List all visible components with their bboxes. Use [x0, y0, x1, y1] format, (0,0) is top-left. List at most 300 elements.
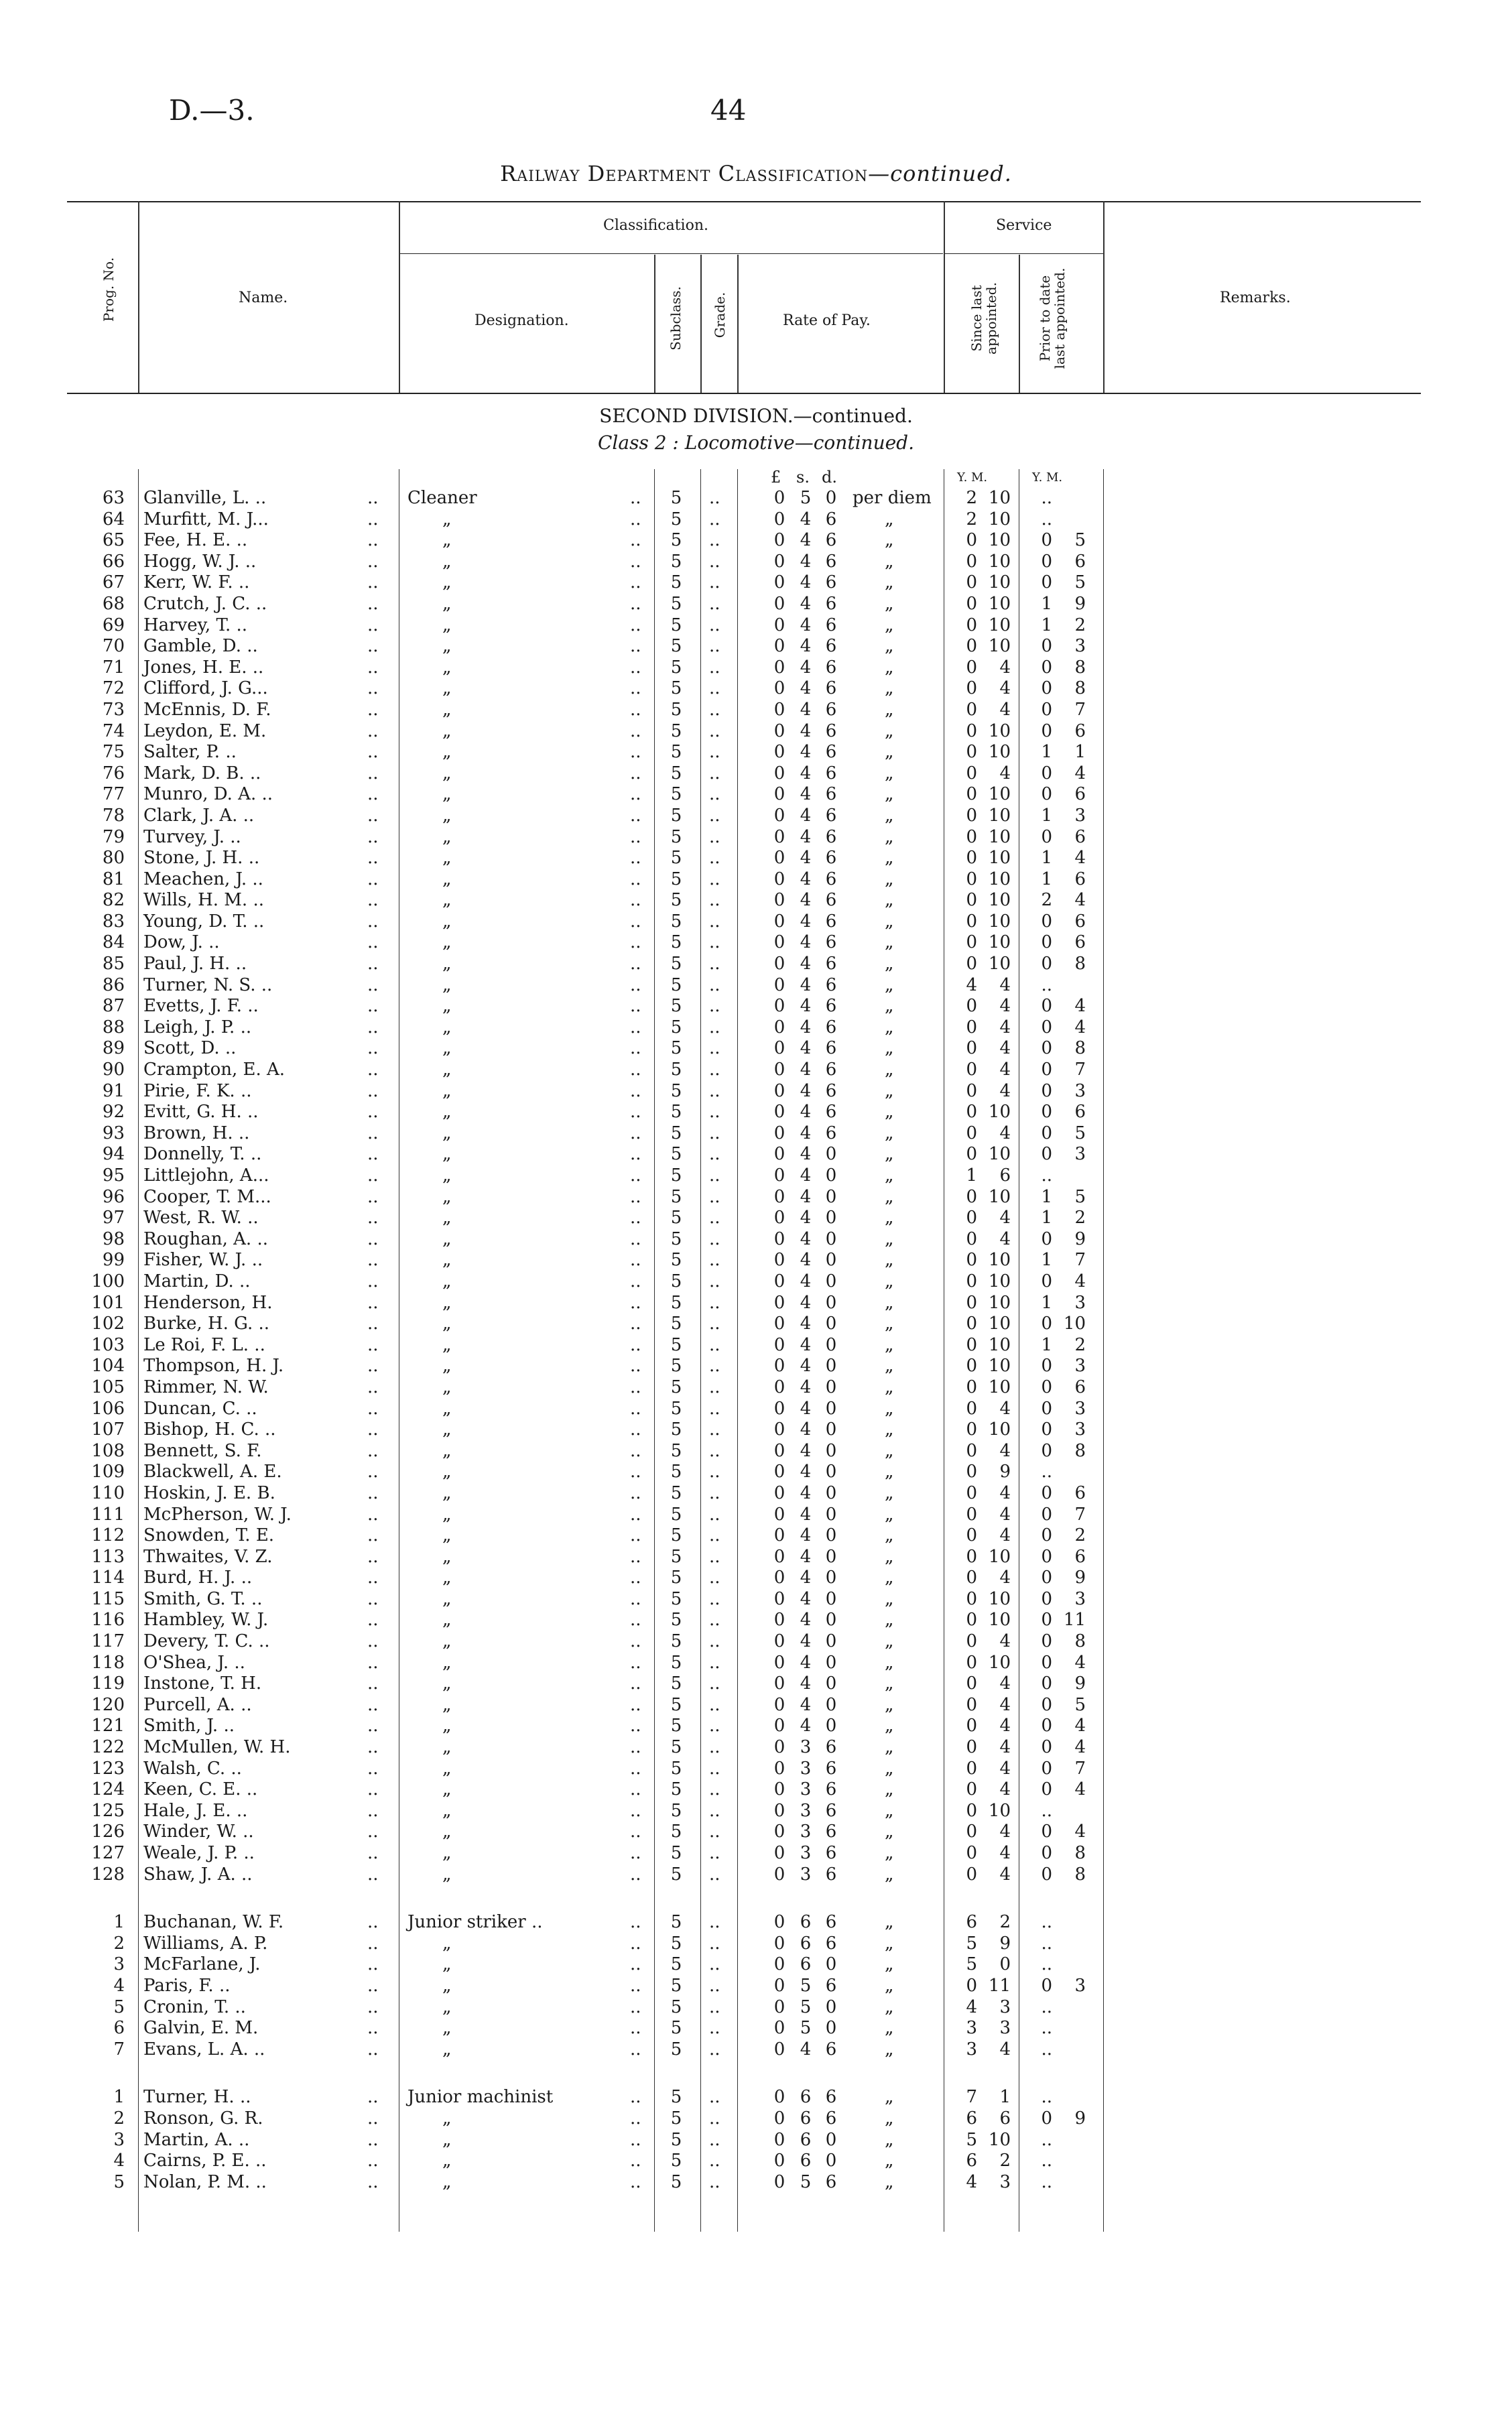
pay-shillings: 4 — [800, 509, 812, 529]
prior-years: 0 — [1041, 2108, 1052, 2129]
subclass: 5 — [670, 1568, 682, 1588]
pay-per: „ — [885, 636, 894, 657]
designation-dots: .. — [630, 1038, 641, 1059]
table-row — [0, 1653, 1512, 1674]
prog-no: 94 — [102, 1144, 125, 1165]
pay-shillings: 4 — [800, 678, 812, 699]
designation-dots: .. — [630, 1933, 641, 1954]
subclass: 5 — [670, 636, 682, 657]
designation-ditto: „ — [442, 1504, 452, 1525]
designation-dots: .. — [630, 572, 641, 593]
designation-dots: .. — [630, 2039, 641, 2059]
grade-dots: .. — [709, 551, 720, 572]
prior-years: 0 — [1041, 1482, 1052, 1503]
prog-no: 91 — [102, 1080, 125, 1101]
subclass: 5 — [670, 2087, 682, 2108]
prior-months: 4 — [1074, 848, 1086, 869]
prior-years: 1 — [1041, 869, 1052, 889]
prior-months: 4 — [1074, 1822, 1086, 1842]
since-years: 0 — [966, 932, 977, 953]
grade-dots: .. — [709, 720, 720, 741]
leader-dots: .. — [367, 1038, 379, 1059]
prior-months: 2 — [1074, 1525, 1086, 1546]
employee-name: Instone, T. H. — [143, 1673, 262, 1694]
since-years: 0 — [966, 1314, 977, 1334]
leader-dots: .. — [367, 1800, 379, 1821]
prior-months: 4 — [1074, 1779, 1086, 1800]
employee-name: Nolan, P. M. .. — [143, 2171, 267, 2192]
pay-per: „ — [885, 1440, 894, 1461]
prior-years: .. — [1041, 2087, 1052, 2108]
designation-ditto: „ — [442, 678, 452, 699]
pay-pounds: 0 — [773, 1419, 785, 1440]
pay-pence: 6 — [825, 996, 837, 1017]
leader-dots: .. — [367, 826, 379, 847]
leader-dots: .. — [367, 1398, 379, 1419]
designation-dots: .. — [630, 1694, 641, 1715]
leader-dots: .. — [367, 1568, 379, 1588]
pay-pence: 6 — [825, 530, 837, 551]
designation-ditto: „ — [442, 763, 452, 783]
prog-no: 3 — [113, 1954, 125, 1975]
employee-name: Donnelly, T. .. — [143, 1144, 262, 1165]
since-years: 0 — [966, 1652, 977, 1673]
pay-pounds: 0 — [773, 996, 785, 1017]
designation-ditto: „ — [442, 509, 452, 529]
pay-shillings: 4 — [800, 1419, 812, 1440]
grade-dots: .. — [709, 1652, 720, 1673]
pay-pence: 6 — [825, 890, 837, 911]
pay-shillings: 6 — [800, 1912, 812, 1933]
prog-no: 2 — [113, 2108, 125, 2129]
designation-ditto: „ — [442, 805, 452, 826]
pay-shillings: 4 — [800, 1334, 812, 1355]
grade-dots: .. — [709, 2087, 720, 2108]
employee-name: Le Roi, F. L. .. — [143, 1334, 265, 1355]
leader-dots: .. — [367, 1610, 379, 1631]
since-years: 0 — [966, 826, 977, 847]
employee-name: Walsh, C. .. — [143, 1758, 242, 1779]
subclass: 5 — [670, 1912, 682, 1933]
employee-name: Snowden, T. E. — [143, 1525, 275, 1546]
title-italic: —continued. — [868, 161, 1012, 186]
table-row — [0, 742, 1512, 763]
grade-dots: .. — [709, 2129, 720, 2150]
pay-shillings: 4 — [800, 593, 812, 614]
pay-per: „ — [885, 911, 894, 932]
since-months: 10 — [988, 530, 1011, 551]
prog-no: 107 — [91, 1419, 125, 1440]
leader-dots: .. — [367, 1975, 379, 1996]
employee-name: Leigh, J. P. .. — [143, 1017, 252, 1037]
leader-dots: .. — [367, 2018, 379, 2039]
pay-shillings: 3 — [800, 1843, 812, 1863]
prior-years: 0 — [1041, 720, 1052, 741]
designation-dots: .. — [630, 869, 641, 889]
employee-name: Smith, J. .. — [143, 1716, 235, 1736]
designation-ditto: „ — [442, 1843, 452, 1863]
leader-dots: .. — [367, 1779, 379, 1800]
grade-dots: .. — [709, 636, 720, 657]
subclass: 5 — [670, 1334, 682, 1355]
grade-dots: .. — [709, 1912, 720, 1933]
employee-name: Jones, H. E. .. — [143, 657, 264, 678]
prog-no: 2 — [113, 1933, 125, 1954]
pay-pounds: 0 — [773, 763, 785, 783]
leader-dots: .. — [367, 1186, 379, 1207]
pay-per: „ — [885, 593, 894, 614]
prog-no: 76 — [102, 763, 125, 783]
pay-shillings: 4 — [800, 1377, 812, 1397]
prior-months: 2 — [1074, 1334, 1086, 1355]
designation-dots: .. — [630, 1060, 641, 1080]
designation-dots: .. — [630, 1546, 641, 1567]
pay-pounds: 0 — [773, 678, 785, 699]
prog-no: 74 — [102, 720, 125, 741]
pay-pence: 6 — [825, 572, 837, 593]
pay-shillings: 5 — [800, 2018, 812, 2039]
since-months: 4 — [999, 974, 1011, 995]
table-row — [0, 2087, 1512, 2108]
pay-pence: 6 — [825, 1843, 837, 1863]
since-months: 10 — [988, 551, 1011, 572]
prior-months: 5 — [1074, 1186, 1086, 1207]
table-row — [0, 636, 1512, 657]
leader-dots: .. — [367, 1912, 379, 1933]
pay-pence: 6 — [825, 1779, 837, 1800]
subclass: 5 — [670, 1102, 682, 1123]
table-row — [0, 700, 1512, 721]
table-row — [0, 1441, 1512, 1462]
pay-per: „ — [885, 1694, 894, 1715]
since-years: 0 — [966, 763, 977, 783]
since-months: 10 — [988, 720, 1011, 741]
leader-dots: .. — [367, 1525, 379, 1546]
pay-shillings: 6 — [800, 2129, 812, 2150]
prior-years: 0 — [1041, 1080, 1052, 1101]
pay-shillings: 6 — [800, 1954, 812, 1975]
pay-pence: 0 — [825, 1568, 837, 1588]
grade-dots: .. — [709, 1208, 720, 1228]
prog-no: 83 — [102, 911, 125, 932]
pay-shillings: 4 — [800, 932, 812, 953]
pay-per: „ — [885, 805, 894, 826]
header-top-rule — [67, 201, 1421, 202]
leader-dots: .. — [367, 1228, 379, 1249]
designation-ditto: „ — [442, 720, 452, 741]
col-designation: Designation. — [475, 312, 569, 329]
prior-years: 1 — [1041, 1186, 1052, 1207]
grade-dots: .. — [709, 1975, 720, 1996]
since-years: 0 — [966, 996, 977, 1017]
pay-pence: 6 — [825, 678, 837, 699]
designation-dots: .. — [630, 1779, 641, 1800]
pay-pounds: 0 — [773, 1975, 785, 1996]
since-months: 10 — [988, 1314, 1011, 1334]
subclass: 5 — [670, 2129, 682, 2150]
grade-dots: .. — [709, 509, 720, 529]
pay-per: „ — [885, 2039, 894, 2059]
designation-dots: .. — [630, 1440, 641, 1461]
pay-pounds: 0 — [773, 1843, 785, 1863]
designation-ditto: „ — [442, 1186, 452, 1207]
employee-name: Turner, N. S. .. — [143, 974, 273, 995]
subclass: 5 — [670, 1716, 682, 1736]
since-years: 0 — [966, 1737, 977, 1758]
pay-pence: 6 — [825, 2171, 837, 2192]
pay-pounds: 0 — [773, 1694, 785, 1715]
pay-pence: 6 — [825, 1102, 837, 1123]
prior-years: 0 — [1041, 911, 1052, 932]
designation-dots: .. — [630, 2108, 641, 2129]
grade-dots: .. — [709, 1737, 720, 1758]
employee-name: Clifford, J. G... — [143, 678, 268, 699]
leader-dots: .. — [367, 572, 379, 593]
pay-pounds: 0 — [773, 826, 785, 847]
pay-pounds: 0 — [773, 2171, 785, 2192]
grade-dots: .. — [709, 890, 720, 911]
pay-per: „ — [885, 1123, 894, 1143]
leader-dots: .. — [367, 1356, 379, 1377]
grade-dots: .. — [709, 1462, 720, 1482]
prior-months: 3 — [1074, 636, 1086, 657]
since-years: 0 — [966, 1292, 977, 1313]
designation-dots: .. — [630, 932, 641, 953]
subclass: 5 — [670, 996, 682, 1017]
table-row — [0, 1568, 1512, 1589]
since-years: 1 — [966, 1165, 977, 1186]
pay-per: „ — [885, 1864, 894, 1885]
grade-dots: .. — [709, 1588, 720, 1609]
since-months: 9 — [999, 1462, 1011, 1482]
designation-ditto: „ — [442, 1334, 452, 1355]
col-prior-to-date: Prior to date last appointed. — [1037, 267, 1068, 369]
pay-shillings: 4 — [800, 1123, 812, 1143]
designation-ditto: „ — [442, 1419, 452, 1440]
grade-dots: .. — [709, 1356, 720, 1377]
pay-pence: 6 — [825, 551, 837, 572]
group-gap — [0, 2060, 1512, 2087]
prog-no: 4 — [113, 2151, 125, 2171]
col-classification: Classification. — [603, 217, 708, 234]
pay-per: „ — [885, 954, 894, 974]
since-years: 0 — [966, 1864, 977, 1885]
prog-no: 4 — [113, 1975, 125, 1996]
grade-dots: .. — [709, 1334, 720, 1355]
grade-dots: .. — [709, 932, 720, 953]
pay-pounds: 0 — [773, 1102, 785, 1123]
table-row — [0, 1081, 1512, 1102]
designation-dots: .. — [630, 2018, 641, 2039]
prior-years: 0 — [1041, 1716, 1052, 1736]
table-row — [0, 827, 1512, 848]
since-years: 0 — [966, 784, 977, 805]
subclass: 5 — [670, 720, 682, 741]
designation-ditto: „ — [442, 2171, 452, 2192]
designation-ditto: „ — [442, 657, 452, 678]
subclass: 5 — [670, 1588, 682, 1609]
table-row — [0, 657, 1512, 679]
vrule-7 — [1019, 255, 1020, 393]
since-months: 4 — [999, 1525, 1011, 1546]
table-row — [0, 615, 1512, 637]
designation-ditto: „ — [442, 1996, 452, 2017]
grade-dots: .. — [709, 2171, 720, 2192]
prior-years: 0 — [1041, 1060, 1052, 1080]
designation-dots: .. — [630, 1419, 641, 1440]
pay-per: „ — [885, 1525, 894, 1546]
prog-no: 120 — [91, 1694, 125, 1715]
since-years: 3 — [966, 2039, 977, 2059]
subclass: 5 — [670, 911, 682, 932]
designation-ditto: „ — [442, 1060, 452, 1080]
since-months: 4 — [999, 1398, 1011, 1419]
grade-dots: .. — [709, 1292, 720, 1313]
pay-per: „ — [885, 1610, 894, 1631]
pay-pounds: 0 — [773, 1208, 785, 1228]
leader-dots: .. — [367, 1292, 379, 1313]
since-years: 0 — [966, 1843, 977, 1863]
table-row — [0, 1208, 1512, 1229]
since-months: 4 — [999, 1482, 1011, 1503]
leader-dots: .. — [367, 720, 379, 741]
designation-ditto: „ — [442, 932, 452, 953]
designation-ditto: „ — [442, 1208, 452, 1228]
designation-dots: .. — [630, 848, 641, 869]
prior-years: 1 — [1041, 742, 1052, 763]
prog-no: 122 — [91, 1737, 125, 1758]
leader-dots: .. — [367, 932, 379, 953]
since-months: 4 — [999, 1737, 1011, 1758]
employee-name: O'Shea, J. .. — [143, 1652, 245, 1673]
prog-no: 88 — [102, 1017, 125, 1037]
pay-pounds: 0 — [773, 1933, 785, 1954]
employee-name: Littlejohn, A... — [143, 1165, 269, 1186]
prior-years: 0 — [1041, 678, 1052, 699]
since-months: 4 — [999, 1843, 1011, 1863]
subclass: 5 — [670, 1419, 682, 1440]
leader-dots: .. — [367, 551, 379, 572]
pay-per: „ — [885, 1398, 894, 1419]
table-row — [0, 488, 1512, 509]
pay-pence: 0 — [825, 1673, 837, 1694]
pay-pounds: 0 — [773, 1462, 785, 1482]
table-row — [0, 552, 1512, 573]
prior-years: 0 — [1041, 784, 1052, 805]
prior-years: 0 — [1041, 1737, 1052, 1758]
leader-dots: .. — [367, 1864, 379, 1885]
since-months: 4 — [999, 1864, 1011, 1885]
leader-dots: .. — [367, 636, 379, 657]
pay-per: „ — [885, 1758, 894, 1779]
designation-ditto: „ — [442, 1758, 452, 1779]
prior-months: 4 — [1074, 1017, 1086, 1037]
employee-name: Crutch, J. C. .. — [143, 593, 267, 614]
pay-shillings: 4 — [800, 911, 812, 932]
leader-dots: .. — [367, 763, 379, 783]
since-months: 4 — [999, 2039, 1011, 2059]
table-row — [0, 1229, 1512, 1251]
designation-dots: .. — [630, 1356, 641, 1377]
subclass: 5 — [670, 890, 682, 911]
designation-dots: .. — [630, 720, 641, 741]
pay-pence: 6 — [825, 954, 837, 974]
designation-ditto: „ — [442, 636, 452, 657]
since-months: 4 — [999, 1017, 1011, 1037]
employee-name: Fisher, W. J. .. — [143, 1250, 263, 1271]
prog-no: 79 — [102, 826, 125, 847]
pay-pounds: 0 — [773, 488, 785, 508]
table-row — [0, 784, 1512, 806]
subclass: 5 — [670, 1673, 682, 1694]
grade-dots: .. — [709, 1504, 720, 1525]
table-row — [0, 1737, 1512, 1759]
designation-ditto: „ — [442, 2151, 452, 2171]
pay-pence: 0 — [825, 1996, 837, 2017]
prior-years: 1 — [1041, 615, 1052, 635]
pay-pounds: 0 — [773, 1525, 785, 1546]
subclass: 5 — [670, 1144, 682, 1165]
since-months: 10 — [988, 911, 1011, 932]
subclass: 5 — [670, 593, 682, 614]
pay-shillings: 6 — [800, 2151, 812, 2171]
pay-pence: 6 — [825, 1123, 837, 1143]
pay-pence: 6 — [825, 2039, 837, 2059]
leader-dots: .. — [367, 996, 379, 1017]
pay-pence: 0 — [825, 1588, 837, 1609]
since-years: 0 — [966, 1588, 977, 1609]
grade-dots: .. — [709, 1398, 720, 1419]
designation-dots: .. — [630, 1482, 641, 1503]
leader-dots: .. — [367, 509, 379, 529]
employee-name: Fee, H. E. .. — [143, 530, 248, 551]
prior-months: 6 — [1074, 911, 1086, 932]
employee-name: Evetts, J. F. .. — [143, 996, 259, 1017]
grade-dots: .. — [709, 1779, 720, 1800]
pay-per: „ — [885, 1631, 894, 1652]
prior-months: 7 — [1074, 1060, 1086, 1080]
vrule-1 — [138, 201, 139, 393]
designation-dots: .. — [630, 1123, 641, 1143]
pay-pounds: 0 — [773, 572, 785, 593]
table-row — [0, 1779, 1512, 1801]
employee-name: Smith, G. T. .. — [143, 1588, 263, 1609]
col-subclass: Subclass. — [668, 286, 684, 351]
pay-pence: 6 — [825, 911, 837, 932]
prior-years: .. — [1041, 2129, 1052, 2150]
pay-per: „ — [885, 1822, 894, 1842]
prior-years: .. — [1041, 1165, 1052, 1186]
prior-months: 3 — [1074, 1975, 1086, 1996]
designation-dots: .. — [630, 1080, 641, 1101]
pay-shillings: 5 — [800, 2171, 812, 2192]
prior-months: 3 — [1074, 1292, 1086, 1313]
prog-no: 126 — [91, 1822, 125, 1842]
since-years: 0 — [966, 848, 977, 869]
since-months: 4 — [999, 1060, 1011, 1080]
employee-name: Kerr, W. F. .. — [143, 572, 250, 593]
grade-dots: .. — [709, 1546, 720, 1567]
leader-dots: .. — [367, 869, 379, 889]
employee-name: Hambley, W. J. — [143, 1610, 269, 1631]
designation-dots: .. — [630, 2087, 641, 2108]
prog-no: 72 — [102, 678, 125, 699]
subclass: 5 — [670, 1546, 682, 1567]
designation-dots: .. — [630, 1250, 641, 1271]
since-years: 0 — [966, 1504, 977, 1525]
vrule-6 — [944, 201, 945, 393]
prior-months: 4 — [1074, 1716, 1086, 1736]
